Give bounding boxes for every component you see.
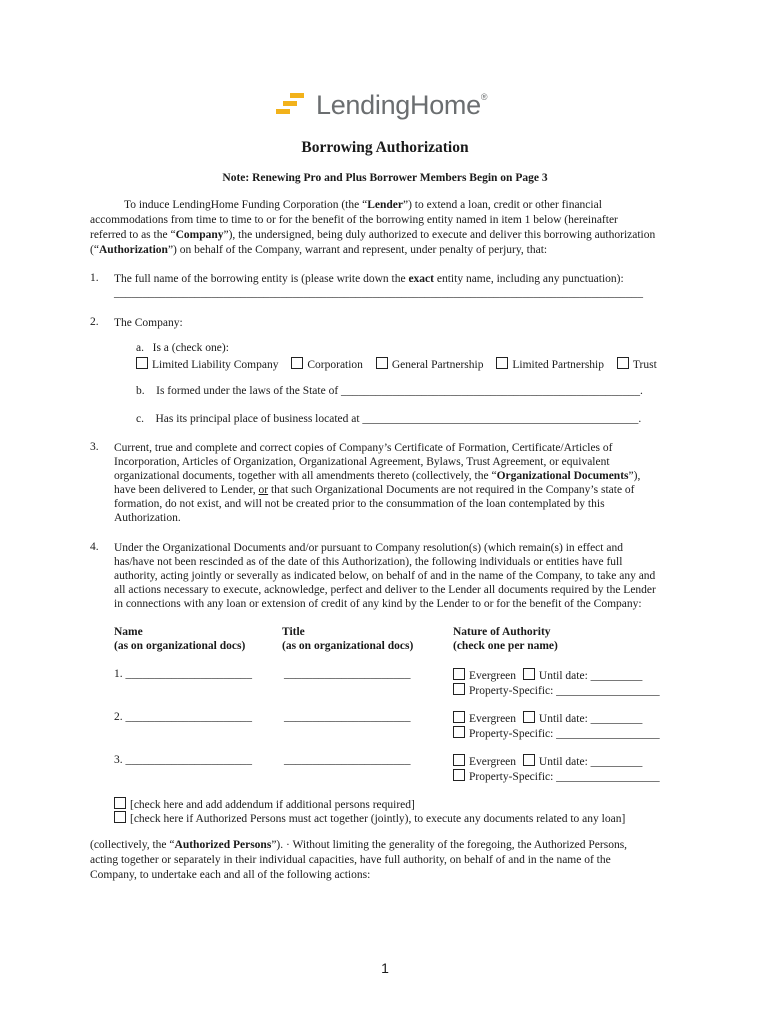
row-2-name-field[interactable]: 2. ______________________ <box>114 711 252 723</box>
document-note: Note: Renewing Pro and Plus Borrower Members Begin on Page 3 <box>222 172 548 184</box>
row-1-authority: Evergreen Until date: _________ <box>453 668 642 682</box>
checkbox-icon[interactable] <box>453 683 465 695</box>
intro-paragraph: To induce LendingHome Funding Corporation (the “Lender”) to extend a loan, credit or other financial accommodations from time to time to or for the benefit of the borrowing entity named in item 1 below (hereinafter referred to as the “Company”), the undersigned, being duly authorized to execute and deliver this borrowing authorization (“Authorization”) on behalf of the Company, warrant and represent, under penalty of perjury, that: <box>90 199 656 256</box>
option-corporation[interactable]: Corporation <box>291 359 363 371</box>
option-trust[interactable]: Trust <box>617 359 657 371</box>
row-2-title-field[interactable]: ______________________ <box>284 711 411 723</box>
item-2-number: 2. <box>90 316 99 328</box>
checkbox-icon[interactable] <box>114 811 126 823</box>
closing-paragraph: (collectively, the “Authorized Persons”). · Without limiting the generality of the foregoing, the Authorized Persons, acting together or separately in their individual capacities, have full authority, on behalf of and in the name of the Company, to undertake each and all of the following actions: <box>90 839 628 881</box>
item-4-number: 4. <box>90 541 99 553</box>
row-3-property-specific: Property-Specific: __________________ <box>453 769 660 783</box>
item-1-number: 1. <box>90 272 99 284</box>
checkbox-icon[interactable] <box>617 357 629 369</box>
checkbox-icon[interactable] <box>453 754 465 766</box>
check-joint-authority[interactable]: [check here if Authorized Persons must act together (jointly), to execute any documents related to any loan] <box>114 811 625 825</box>
checkbox-icon[interactable] <box>376 357 388 369</box>
item-2-text: The Company: <box>114 317 183 329</box>
option-limited-partnership[interactable]: Limited Partnership <box>496 359 604 371</box>
checkbox-icon[interactable] <box>523 711 535 723</box>
row-2-property-specific: Property-Specific: __________________ <box>453 726 660 740</box>
check-addendum[interactable]: [check here and add addendum if additional persons required] <box>114 797 415 811</box>
checkbox-icon[interactable] <box>523 668 535 680</box>
checkbox-icon[interactable] <box>453 668 465 680</box>
checkbox-icon[interactable] <box>453 711 465 723</box>
lendinghome-logo-mark-icon <box>276 92 308 118</box>
row-1-property-specific: Property-Specific: __________________ <box>453 683 660 697</box>
row-1-name-field[interactable]: 1. ______________________ <box>114 668 252 680</box>
option-llc[interactable]: Limited Liability Company <box>136 359 278 371</box>
item-2a-label: a. Is a (check one): <box>136 342 229 354</box>
item-3: Current, true and complete and correct copies of Company’s Certificate of Formation, Certificate/Articles of Incorporation, Articles of Organization, Organizational Agreement, Bylaws, Trust Agreement, or equivalent organizational documents, together with all amendments thereto (collectively, the “Organizational Documents”), have been delivered to Lender, or that such Organizational Documents are not required in the Company’s state of formation, do not exist, and will not be created prior to the consummation of the loan contemplated by this Authorization. <box>114 442 641 524</box>
header-name: Name (as on organizational docs) <box>114 626 246 652</box>
entity-type-options <box>136 357 657 371</box>
document-title: Borrowing Authorization <box>301 139 469 156</box>
checkbox-icon[interactable] <box>453 769 465 781</box>
header-title: Title (as on organizational docs) <box>282 626 414 652</box>
checkbox-icon[interactable] <box>114 797 126 809</box>
item-1: The full name of the borrowing entity is (please write down the exact entity name, including any punctuation): ____________________________________________________________________________________________ <box>114 272 684 300</box>
checkbox-icon[interactable] <box>136 357 148 369</box>
row-3-name-field[interactable]: 3. ______________________ <box>114 754 252 766</box>
checkbox-icon[interactable] <box>291 357 303 369</box>
entity-name-field[interactable]: ____________________________________________________________________________________________ <box>114 287 643 299</box>
item-4: Under the Organizational Documents and/or pursuant to Company resolution(s) (which remain(s) in effect and has/have not been rescinded as of the date of this Authorization), the following individuals or entities have full authority, acting jointly or severally as indicated below, on behalf of and in the name of the Company, to take any and all actions necessary to execute, acknowledge, perfect and deliver to the Lender all documents required by the Lender in connections with any loan or extension of credit of any kind by the Lender to or for the benefit of the Company: <box>114 542 656 610</box>
row-2-authority: Evergreen Until date: _________ <box>453 711 642 725</box>
item-3-number: 3. <box>90 441 99 453</box>
page-number: 1 <box>381 960 389 976</box>
checkbox-icon[interactable] <box>523 754 535 766</box>
option-general-partnership[interactable]: General Partnership <box>376 359 484 371</box>
item-2b[interactable]: b. Is formed under the laws of the State of ____________________________________________________. <box>136 385 643 397</box>
row-1-title-field[interactable]: ______________________ <box>284 668 411 680</box>
checkbox-icon[interactable] <box>496 357 508 369</box>
row-3-title-field[interactable]: ______________________ <box>284 754 411 766</box>
checkbox-icon[interactable] <box>453 726 465 738</box>
header-nature-of-authority: Nature of Authority (check one per name) <box>453 626 558 652</box>
logo-wordmark: LendingHome® <box>316 90 488 120</box>
item-2c[interactable]: c. Has its principal place of business located at ________________________________________________. <box>136 413 642 425</box>
row-3-authority: Evergreen Until date: _________ <box>453 754 642 768</box>
